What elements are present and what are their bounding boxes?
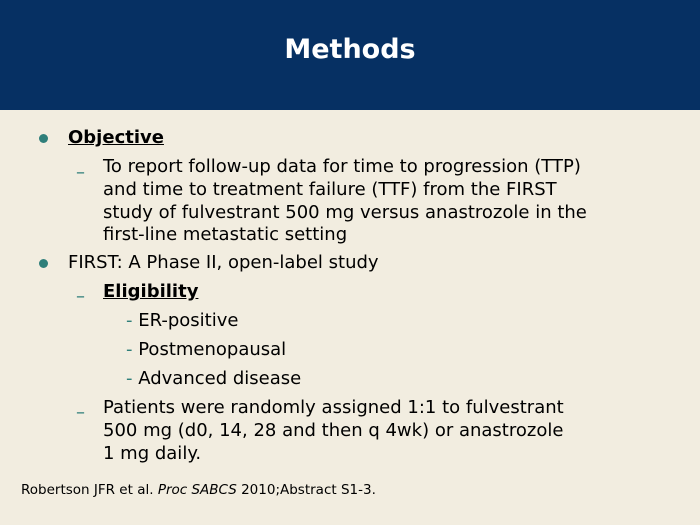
- bullet-icon: [39, 134, 48, 143]
- dash-icon: –: [76, 286, 85, 307]
- objective-heading: Objective: [68, 127, 164, 148]
- objective-line-1: To report follow-up data for time to progression (TTP): [103, 156, 581, 177]
- objective-line-3: study of fulvestrant 500 mg versus anastrozole in the: [103, 202, 587, 223]
- randomization-line-3: 1 mg daily.: [103, 443, 202, 464]
- dash-icon: –: [76, 402, 85, 423]
- objective-line-4: first-line metastatic setting: [103, 224, 348, 245]
- randomization-line-1: Patients were randomly assigned 1:1 to fulvestrant: [103, 397, 564, 418]
- citation-footer: Robertson JFR et al. Proc SABCS 2010;Abstract S1-3.: [21, 482, 376, 498]
- randomization-line-2: 500 mg (d0, 14, 28 and then q 4wk) or anastrozole: [103, 420, 564, 441]
- eligibility-item: - Postmenopausal: [126, 339, 287, 360]
- bullet-icon: [39, 259, 48, 268]
- dash-icon: –: [76, 162, 85, 183]
- eligibility-item: - Advanced disease: [126, 368, 302, 389]
- slide-title: Methods: [284, 34, 416, 65]
- first-study-text: FIRST: A Phase II, open-label study: [68, 252, 379, 273]
- eligibility-heading: Eligibility: [103, 281, 199, 302]
- objective-line-2: and time to treatment failure (TTF) from the FIRST: [103, 179, 557, 200]
- eligibility-item: - ER-positive: [126, 310, 239, 331]
